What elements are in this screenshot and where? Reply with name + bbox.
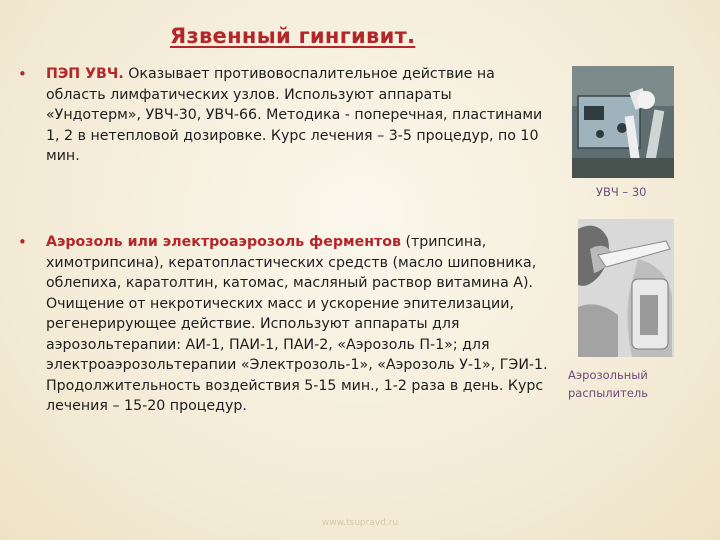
bullet-body: (трипсина, химотрипсина), кератопластических средств (масло шиповника, облепиха, каратолтин, катомас, масляный раствор витамина А). Очищение от некротических масс и ускорение эпителизации, регенерирующее действие. Используют аппараты для аэрозольтерапии: АИ-1, ПАИ-1, ПАИ-2, «Аэрозоль П-1»; для электроаэрозольтерапии «Электрозоль-1», «Аэрозоль У-1», ГЭИ-1. Продолжительность воздействия 5-15 мин., 1-2 раза в день. Курс лечения – 15-20 процедур. xyxy=(46,234,548,414)
footer-watermark: www.tsupravd.ru xyxy=(321,518,399,528)
uhf-device-photo xyxy=(572,66,674,178)
photo-caption: УВЧ – 30 xyxy=(596,185,647,199)
slide-title: Язвенный гингивит. xyxy=(170,24,416,48)
bullet-dot-icon: • xyxy=(18,65,27,83)
bullet-dot-icon: • xyxy=(18,233,27,251)
bullet-body: Оказывает противовоспалительное действие на область лимфатических узлов. Используют аппараты «Ундотерм», УВЧ-30, УВЧ-66. Методика - поперечная, пластинами 1, 2 в нетепловой дозировке. Курс лечения – 3-5 процедур, по 10 мин. xyxy=(46,66,543,164)
aerosol-sprayer-photo xyxy=(578,219,674,357)
bullet-lead: Аэрозоль или электроаэрозоль ферментов xyxy=(46,234,401,250)
bullet-aerosol xyxy=(18,232,548,417)
bullet-uhf xyxy=(18,64,548,167)
photo-caption: Аэрозольный распылитель xyxy=(568,368,648,400)
bullet-lead: ПЭП УВЧ. xyxy=(46,66,124,82)
